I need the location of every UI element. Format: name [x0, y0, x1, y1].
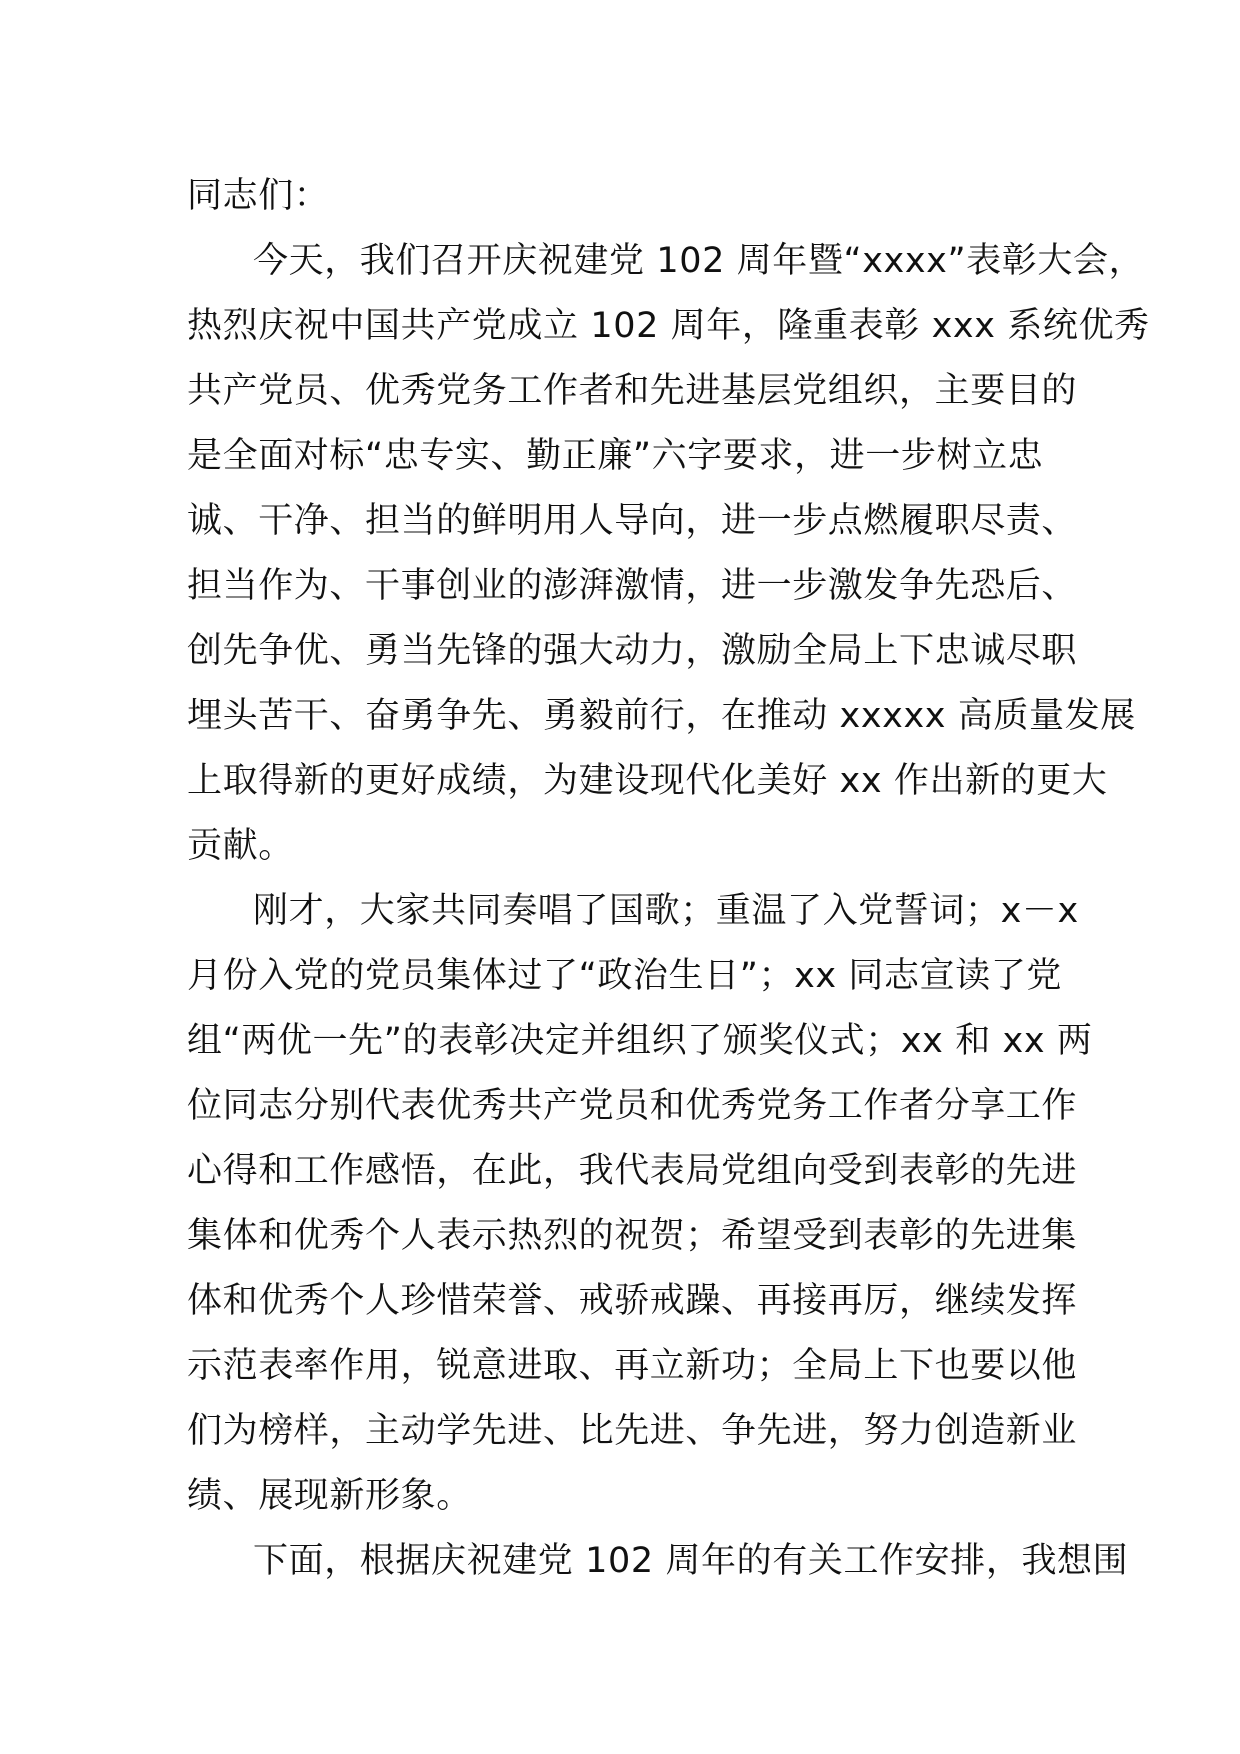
paragraph-1-line-2: 热烈庆祝中国共产党成立 102 周年，隆重表彰 xxx 系统优秀: [187, 306, 1150, 346]
paragraph-2-line-6: 集体和优秀个人表示热烈的祝贺；希望受到表彰的先进集: [187, 1216, 1078, 1256]
paragraph-2-line-9: 们为榜样，主动学先进、比先进、争先进，努力创造新业: [187, 1411, 1078, 1451]
paragraph-1-line-9: 上取得新的更好成绩，为建设现代化美好 xx 作出新的更大: [187, 761, 1108, 801]
paragraph-2-line-3: 组“两优一先”的表彰决定并组织了颁奖仪式；xx 和 xx 两: [187, 1021, 1093, 1061]
paragraph-1-line-7: 创先争优、勇当先锋的强大动力，激励全局上下忠诚尽职: [187, 631, 1078, 671]
paragraph-2-line-1: 刚才，大家共同奏唱了国歌；重温了入党誓词；x－x: [253, 891, 1079, 931]
paragraph-2-line-7: 体和优秀个人珍惜荣誉、戒骄戒躁、再接再厉，继续发挥: [187, 1281, 1078, 1321]
paragraph-1-line-10: 贡献。: [187, 826, 294, 866]
paragraph-2-line-2: 月份入党的党员集体过了“政治生日”；xx 同志宣读了党: [187, 956, 1063, 996]
speech-text: [187, 164, 1150, 1594]
paragraph-2-line-5: 心得和工作感悟，在此，我代表局党组向受到表彰的先进: [187, 1151, 1078, 1191]
paragraph-1-line-4: 是全面对标“忠专实、勤正廉”六字要求，进一步树立忠: [187, 436, 1044, 476]
paragraph-1-line-1: 今天，我们召开庆祝建党 102 周年暨“xxxx”表彰大会，: [253, 241, 1145, 281]
paragraph-2-line-8: 示范表率作用，锐意进取、再立新功；全局上下也要以他: [187, 1346, 1078, 1386]
salutation-line: 同志们：: [187, 176, 330, 216]
paragraph-1-line-8: 埋头苦干、奋勇争先、勇毅前行，在推动 xxxxx 高质量发展: [187, 696, 1136, 736]
paragraph-3-line-1: 下面，根据庆祝建党 102 周年的有关工作安排，我想围: [253, 1541, 1129, 1581]
paragraph-1-line-5: 诚、干净、担当的鲜明用人导向，进一步点燃履职尽责、: [187, 501, 1078, 541]
paragraph-2-line-10: 绩、展现新形象。: [187, 1476, 472, 1516]
paragraph-2-line-4: 位同志分别代表优秀共产党员和优秀党务工作者分享工作: [187, 1086, 1078, 1126]
paragraph-1-line-3: 共产党员、优秀党务工作者和先进基层党组织，主要目的: [187, 371, 1078, 411]
paragraph-1-line-6: 担当作为、干事创业的澎湃激情，进一步激发争先恐后、: [187, 566, 1078, 606]
